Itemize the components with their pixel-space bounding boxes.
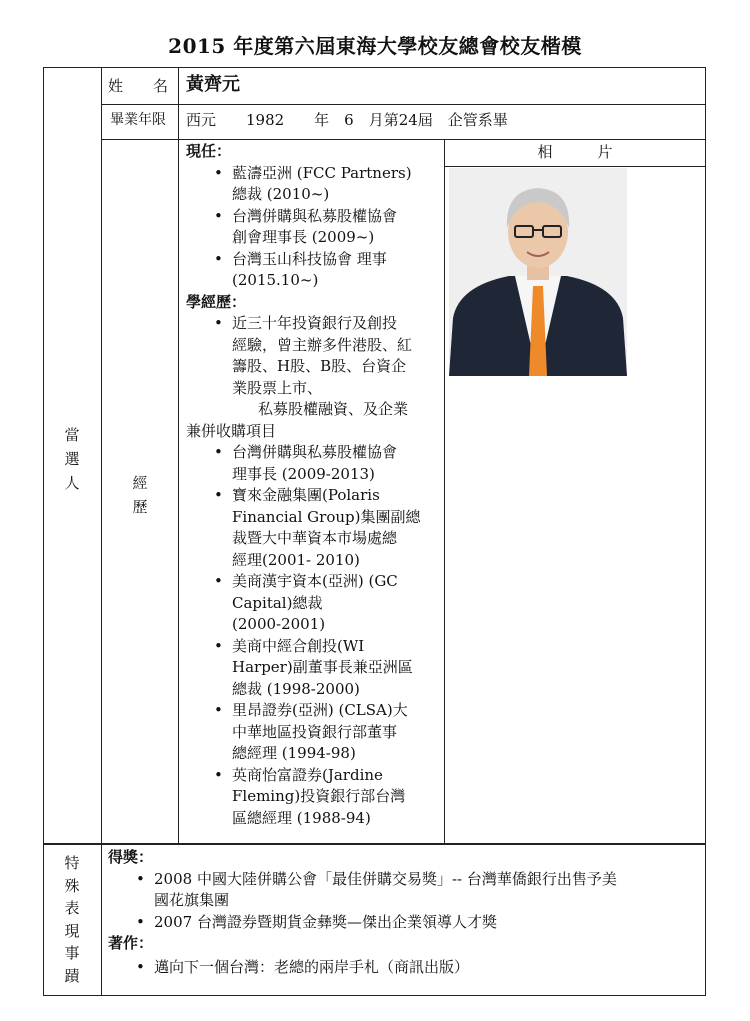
awards-heading: 得獎：: [108, 848, 154, 866]
list-item: • 邁向下一個台灣：老總的兩岸手札（商訊出版）: [108, 957, 702, 979]
bullet-icon: •: [214, 486, 223, 504]
grad-value: 西元 1982 年 6 月第24屆 企管系畢: [186, 111, 508, 129]
bullet-icon: •: [214, 572, 223, 590]
bullet-icon: •: [136, 912, 145, 931]
bullet-icon: •: [214, 314, 223, 332]
list-item: • 台灣玉山科技協會 理事 (2015.10~): [214, 249, 387, 289]
list-item: • 英商怡富證券(Jardine Fleming)投資銀行部台灣 區總經理 (1988-94): [214, 765, 406, 827]
current-list: [186, 163, 442, 292]
portrait-photo: [449, 168, 627, 376]
experience-content: [186, 141, 442, 829]
name-label: 姓 名: [108, 77, 169, 95]
works-heading: 著作：: [108, 934, 154, 952]
list-item: • 美商漢宇資本(亞洲) (GC Capital)總裁 (2000-2001): [214, 572, 398, 633]
photo-label: 相 片: [537, 143, 613, 161]
bullet-icon: •: [214, 765, 223, 784]
special-content: [108, 847, 702, 978]
list-item: • 台灣併購與私募股權協會 理事長 (2009-2013): [214, 443, 398, 483]
awards-list: [108, 869, 702, 934]
list-item: • 里昂證券(亞洲) (CLSA)大 中華地區投資銀行部董事 總經理 (1994-98): [214, 701, 408, 762]
current-heading: 現任：: [186, 142, 232, 160]
past-intro-tail: 兼併收購項目: [186, 421, 277, 440]
list-item: • 近三十年投資銀行及創投 經驗，曾主辦多件港股、紅 籌股、H股、B股、台資企 業股票上市、 私募股權融資、及企業: [214, 314, 413, 418]
bullet-icon: •: [136, 957, 145, 976]
experience-label: 經 歷: [132, 474, 148, 516]
list-item: • 美商中經合創投(WI Harper)副董事長兼亞洲區 總裁 (1998-2000): [214, 636, 413, 698]
name-value: 黃齊元: [186, 74, 240, 95]
page-title: 2015 年度第六屆東海大學校友總會校友楷模: [168, 34, 582, 58]
grad-label: 畢業年限: [110, 112, 166, 128]
bullet-icon: •: [214, 443, 223, 461]
list-item: • 台灣併購與私募股權協會 創會理事長 (2009~): [214, 206, 398, 246]
bullet-icon: •: [214, 636, 223, 655]
bullet-icon: •: [214, 163, 223, 182]
works-list: [108, 957, 702, 979]
list-item: • 藍濤亞洲 (FCC Partners) 總裁 (2010~): [214, 163, 412, 203]
list-item: • 2008 中國大陸併購公會「最佳併購交易獎」-- 台灣華僑銀行出售予美 國花旗集團: [136, 869, 617, 909]
special-label: 特 殊 表 現 事 蹟: [64, 854, 80, 985]
bullet-icon: •: [214, 249, 223, 268]
list-item: • 2007 台灣證券暨期貨金彝獎—傑出企業領導人才獎: [108, 912, 702, 934]
list-item: • 寶來金融集團(Polaris Financial Group)集團副總 裁暨大中華資本市場處總 經理(2001- 2010): [214, 486, 421, 569]
elected-label: 當 選 人: [64, 426, 80, 492]
past-intro: [186, 313, 442, 421]
bullet-icon: •: [214, 206, 223, 225]
past-list: [186, 442, 442, 829]
bullet-icon: •: [136, 869, 145, 888]
past-heading: 學經歷：: [186, 292, 247, 311]
bullet-icon: •: [214, 701, 223, 719]
